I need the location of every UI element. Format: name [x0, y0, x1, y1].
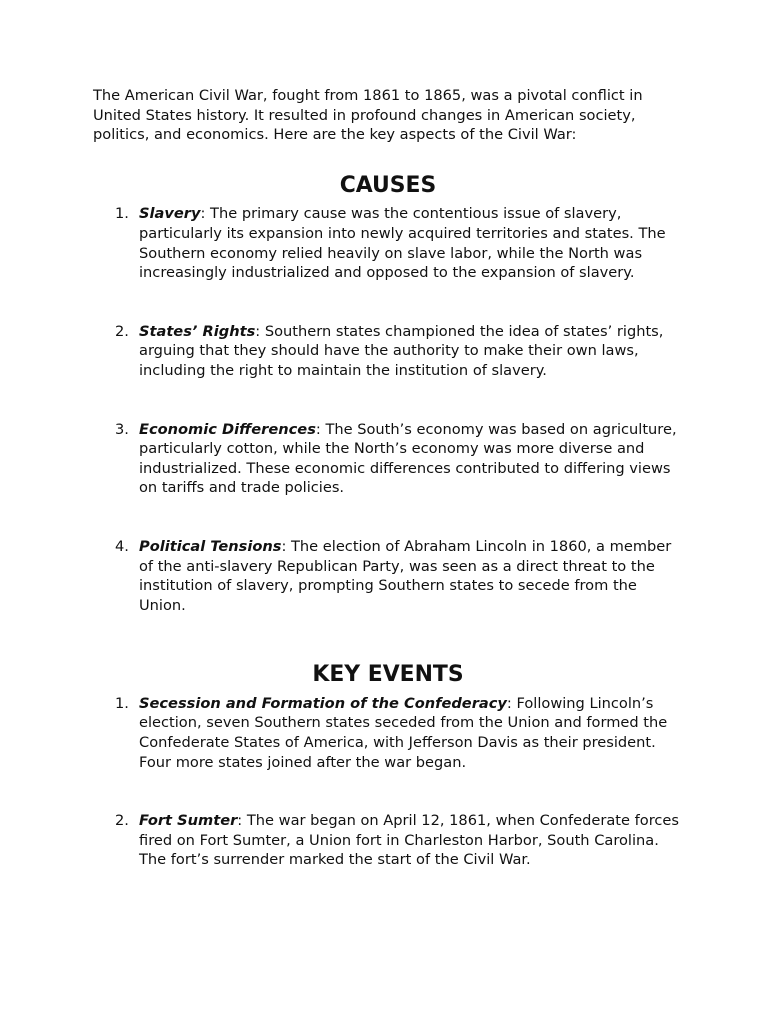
causes-list-item [93, 537, 683, 615]
item-term: Economic Differences [139, 420, 316, 438]
key-events-list-item [93, 811, 683, 870]
causes-heading: CAUSES [339, 172, 437, 198]
item-term: Fort Sumter [139, 812, 238, 830]
item-text: : Southern states championed the idea of states’ rights, arguing that they should have the authority to make their own laws, including the right to maintain the institution of slavery. [139, 322, 664, 379]
causes-list-item [93, 322, 683, 381]
key-events-list [93, 694, 683, 870]
item-number: 1. [115, 694, 129, 712]
document-page [93, 86, 683, 870]
item-term: Political Tensions [139, 537, 282, 555]
item-number: 3. [115, 420, 129, 438]
causes-list-item [93, 204, 683, 282]
item-number: 1. [115, 205, 129, 223]
causes-list [93, 204, 683, 615]
item-number: 2. [115, 322, 129, 340]
key-events-heading: KEY EVENTS [312, 662, 464, 688]
key-events-list-item [93, 694, 683, 772]
item-text: : The South’s economy was based on agriculture, particularly cotton, while the North’s economy was more diverse and industrialized. These economic differences contributed to differing views on tariffs and trade policies. [139, 420, 677, 497]
causes-list-item [93, 420, 683, 498]
item-text: : The primary cause was the contentious issue of slavery, particularly its expansion into newly acquired territories and states. The Southern economy relied heavily on slave labor, while the North was increasingly industrialized and opposed to the expansion of slavery. [139, 205, 666, 282]
item-text: : The war began on April 12, 1861, when Confederate forces fired on Fort Sumter, a Union fort in Charleston Harbor, South Carolina. The fort’s surrender marked the start of the Civil War. [139, 812, 679, 869]
item-term: Secession and Formation of the Confederacy [139, 694, 507, 712]
item-text: : Following Lincoln’s election, seven Southern states seceded from the Union and formed the Confederate States of America, with Jefferson Davis as their president. Four more states joined after the war began. [139, 694, 668, 771]
item-number: 4. [115, 537, 129, 555]
item-term: States’ Rights [139, 322, 256, 340]
item-number: 2. [115, 812, 129, 830]
item-text: : The election of Abraham Lincoln in 1860, a member of the anti-slavery Republican Party, was seen as a direct threat to the institution of slavery, prompting Southern states to secede from the Union. [139, 537, 672, 614]
item-term: Slavery [139, 205, 201, 223]
intro-paragraph: The American Civil War, fought from 1861 to 1865, was a pivotal conflict in United States history. It resulted in profound changes in American society, politics, and economics. Here are the key aspects of the Civil War: [93, 87, 643, 144]
